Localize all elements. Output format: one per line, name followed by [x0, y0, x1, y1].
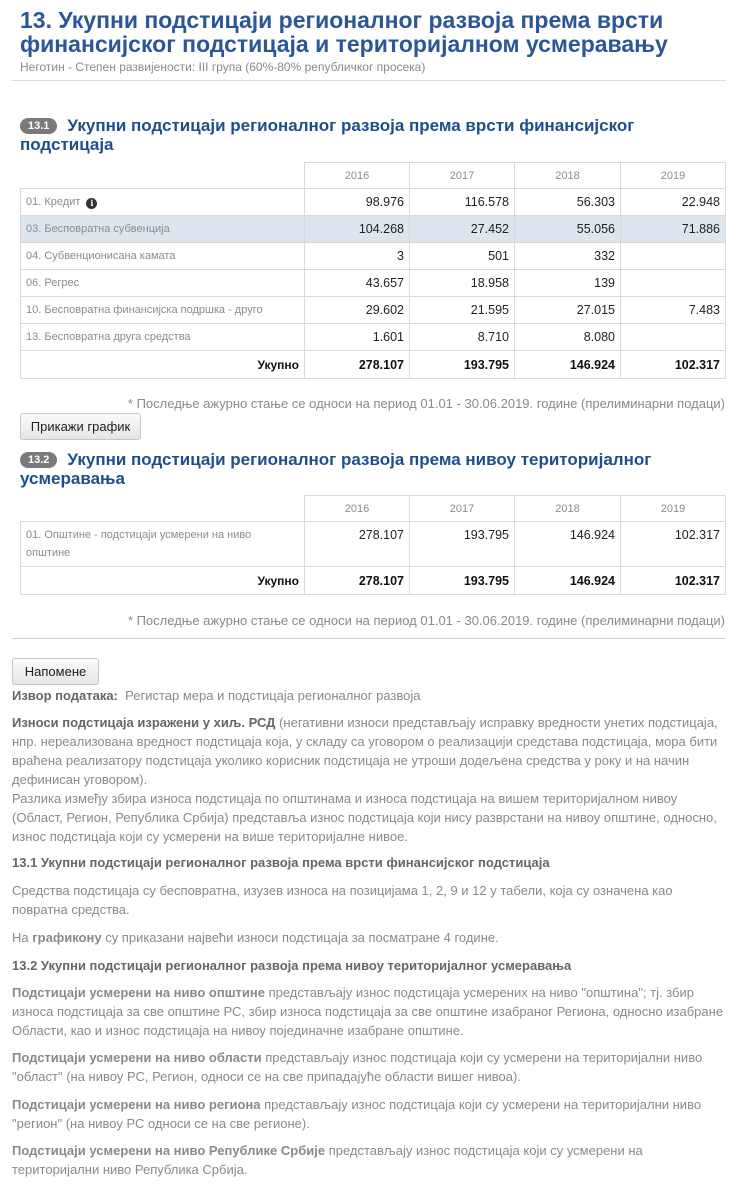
cell-value: 116.578 [410, 189, 515, 216]
cell-value: 71.886 [621, 216, 726, 243]
table-row [21, 189, 726, 216]
title-divider [12, 80, 726, 81]
total-value: 102.317 [621, 567, 726, 595]
cell-value: 278.107 [305, 522, 410, 567]
cell-value: 98.976 [305, 189, 410, 216]
row-label: 04. Субвенционисана камата [21, 243, 305, 270]
cell-value [621, 270, 726, 297]
total-value: 102.317 [621, 351, 726, 379]
notes-paragraph-1 [12, 713, 724, 846]
table-header-row [21, 496, 726, 522]
cell-value [621, 243, 726, 270]
cell-value: 27.015 [515, 297, 621, 324]
source-text: Регистар мера и подстицаја регионалног развоја [125, 688, 421, 703]
total-value: 146.924 [515, 567, 621, 595]
cell-value: 1.601 [305, 324, 410, 351]
cell-value: 139 [515, 270, 621, 297]
notes-text: (негативни износи представљају исправку вредности унетих подстицаја, нпр. нереализована вредност подстицаја која, у складу са уговором о реализацији средстава подстицаја, мора бити враћена реализатору подстицаја уколико корисник подстицаја не утроши додељена средства у року и на начин дефинисан уговором). [12, 715, 718, 787]
section2-table [20, 495, 726, 595]
table-row-highlighted [21, 216, 726, 243]
table-row [21, 324, 726, 351]
total-label: Укупно [21, 351, 305, 379]
cell-value: 21.595 [410, 297, 515, 324]
notes-paragraph-7: Подстицаји усмерени на ниво Републике Србије представљају износ подстицаја који су усмерени на територијални ниво Република Србија. [12, 1143, 643, 1177]
section2-heading [20, 450, 726, 488]
row-label: 01. Кредит [26, 195, 81, 208]
notes-paragraph-3: На графикону су приказани највећи износи подстицаја за посматране 4 године. [12, 930, 499, 945]
cell-value: 102.317 [621, 522, 726, 567]
section2-title: Укупни подстицаји регионалног развоја према нивоу територијалног усмеравања [20, 450, 652, 488]
notes-paragraph-5: Подстицаји усмерени на ниво области представљају износ подстицаја који су усмерени на територијални ниво "област" (на нивоу РС, Регион, односи се на све припадајуће области вишег нивоа). [12, 1050, 703, 1084]
year-header: 2019 [621, 163, 726, 189]
cell-value: 18.958 [410, 270, 515, 297]
cell-value: 104.268 [305, 216, 410, 243]
page-title: 13. Укупни подстицаји регионалног развоја према врсти финансијског подстицаја и територијалном усмеравању [20, 7, 668, 57]
year-header: 2016 [305, 496, 410, 522]
notes-text: Разлика између збира износа подстицаја по општинама и износа подстицаја на вишем територијалном нивоу (Област, Регион, Република Србија) представља износ подстицаја који нису разврстани на нивоу општине, односно, износ подстицаја који су усмерени на више територијалне нивое. [12, 791, 717, 844]
cell-value: 8.080 [515, 324, 621, 351]
page-subtitle: Неготин - Степен развијености: III група (60%-80% републичког просека) [20, 60, 426, 74]
cell-value: 29.602 [305, 297, 410, 324]
section1-badge: 13.1 [20, 118, 57, 134]
total-value: 278.107 [305, 567, 410, 595]
year-header: 2017 [410, 163, 515, 189]
cell-value: 27.452 [410, 216, 515, 243]
cell-value: 3 [305, 243, 410, 270]
notes-paragraph-6: Подстицаји усмерени на ниво региона представљају износ подстицаја који су усмерени на територијални ниво "регион" (на нивоу РС односи се на све регионе). [12, 1097, 702, 1131]
table-row [21, 270, 726, 297]
cell-value [621, 324, 726, 351]
section1-footnote: * Последње ажурно стање се односи на период 01.01 - 30.06.2019. године (прелиминарни подаци) [127, 396, 725, 411]
total-value: 278.107 [305, 351, 410, 379]
cell-value: 55.056 [515, 216, 621, 243]
section2-badge: 13.2 [20, 452, 57, 468]
row-label: 10. Бесповратна финансијска подршка - друго [21, 297, 305, 324]
year-header: 2016 [305, 163, 410, 189]
info-icon[interactable]: i [86, 198, 97, 209]
cell-value: 22.948 [621, 189, 726, 216]
table-header-row [21, 163, 726, 189]
table-total-row [21, 351, 726, 379]
year-header: 2017 [410, 496, 515, 522]
table-total-row [21, 567, 726, 595]
year-header: 2018 [515, 163, 621, 189]
cell-value: 43.657 [305, 270, 410, 297]
source-label: Извор података: [12, 688, 118, 703]
show-chart-button[interactable]: Прикажи график [20, 413, 141, 440]
notes-button[interactable]: Напомене [12, 658, 99, 685]
table-row [21, 522, 726, 567]
source-line [12, 686, 724, 705]
cell-value: 193.795 [410, 522, 515, 567]
total-value: 146.924 [515, 351, 621, 379]
notes-heading-13-1: 13.1 Укупни подстицаји регионалног развоја према врсти финансијског подстицаја [12, 855, 550, 870]
notes-paragraph-4: Подстицаји усмерени на ниво општине представљају износ подстицаја усмерених на ниво "општина"; тј. збир износа подстицаја за све општине РС, збир износа подстицаја за све општине изабраног Региона, односно изабране Области, као и износ подстицаја на нивоу појединачне изабране општине. [12, 985, 724, 1038]
total-value: 193.795 [410, 567, 515, 595]
cell-value: 332 [515, 243, 621, 270]
year-header: 2019 [621, 496, 726, 522]
cell-value: 146.924 [515, 522, 621, 567]
notes-paragraph-2: Средства подстицаја су бесповратна, изузев износа на позицијама 1, 2, 9 и 12 у табели, која су означена као повратна средства. [12, 883, 673, 917]
row-label: 06. Регрес [21, 270, 305, 297]
row-label: 03. Бесповратна субвенција [21, 216, 305, 243]
section2-footnote: * Последње ажурно стање се односи на период 01.01 - 30.06.2019. године (прелиминарни подаци) [127, 613, 725, 628]
total-label: Укупно [21, 567, 305, 595]
table-row [21, 297, 726, 324]
notes-bold-amounts: Износи подстицаја изражени у хиљ. РСД [12, 715, 276, 730]
section1-title: Укупни подстицаји регионалног развоја према врсти финансијског подстицаја [20, 116, 635, 154]
cell-value: 56.303 [515, 189, 621, 216]
total-value: 193.795 [410, 351, 515, 379]
notes-heading-13-2: 13.2 Укупни подстицаји регионалног развоја према нивоу територијалног усмеравања [12, 958, 572, 973]
row-label: 13. Бесповратна друга средства [21, 324, 305, 351]
cell-value: 501 [410, 243, 515, 270]
cell-value: 8.710 [410, 324, 515, 351]
table-row [21, 243, 726, 270]
row-label: 01. Општине - подстицаји усмерени на ниво општине [21, 522, 305, 567]
cell-value: 7.483 [621, 297, 726, 324]
section1-table [20, 162, 726, 379]
section1-heading [20, 116, 726, 154]
notes-divider [12, 638, 726, 639]
year-header: 2018 [515, 496, 621, 522]
